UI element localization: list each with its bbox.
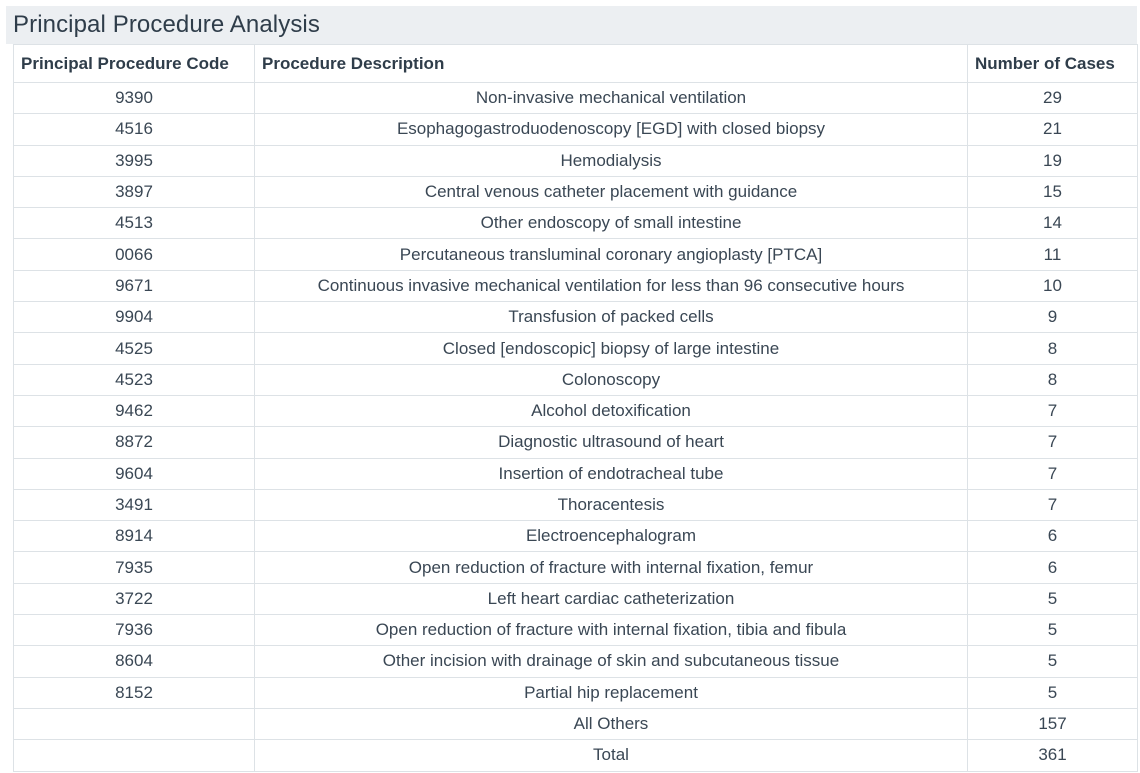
cell-cases: 5 (968, 615, 1138, 646)
cell-cases: 8 (968, 333, 1138, 364)
cell-description: Non-invasive mechanical ventilation (255, 83, 968, 114)
table-row (14, 521, 1138, 552)
cell-code: 4513 (14, 208, 255, 239)
table-row (14, 302, 1138, 333)
cell-cases: 21 (968, 114, 1138, 145)
cell-cases: 7 (968, 489, 1138, 520)
table-body (14, 83, 1138, 772)
cell-code (14, 708, 255, 739)
page-title: Principal Procedure Analysis (13, 11, 320, 38)
cell-description: Central venous catheter placement with guidance (255, 176, 968, 207)
cell-code: 3722 (14, 583, 255, 614)
column-header-description[interactable]: Procedure Description (255, 45, 968, 83)
table-row (14, 646, 1138, 677)
table-row (14, 583, 1138, 614)
table-row (14, 176, 1138, 207)
table-row (14, 270, 1138, 301)
cell-code: 8914 (14, 521, 255, 552)
table-row (14, 677, 1138, 708)
cell-cases: 6 (968, 552, 1138, 583)
cell-code (14, 740, 255, 771)
cell-code: 9390 (14, 83, 255, 114)
cell-code: 9904 (14, 302, 255, 333)
table-row (14, 708, 1138, 739)
cell-code: 8604 (14, 646, 255, 677)
cell-code: 4523 (14, 364, 255, 395)
cell-cases: 8 (968, 364, 1138, 395)
table-row (14, 395, 1138, 426)
cell-code: 9671 (14, 270, 255, 301)
cell-cases: 7 (968, 395, 1138, 426)
cell-cases: 6 (968, 521, 1138, 552)
cell-code: 3995 (14, 145, 255, 176)
table-row (14, 458, 1138, 489)
cell-cases: 14 (968, 208, 1138, 239)
cell-code: 7936 (14, 615, 255, 646)
cell-description: Colonoscopy (255, 364, 968, 395)
procedure-analysis-panel (6, 6, 1137, 773)
panel-header (6, 6, 1137, 44)
cell-code: 3897 (14, 176, 255, 207)
cell-code: 4516 (14, 114, 255, 145)
cell-description: Alcohol detoxification (255, 395, 968, 426)
table-row (14, 239, 1138, 270)
cell-description: Open reduction of fracture with internal fixation, femur (255, 552, 968, 583)
column-header-cases[interactable]: Number of Cases (968, 45, 1138, 83)
cell-cases: 11 (968, 239, 1138, 270)
cell-description: Open reduction of fracture with internal fixation, tibia and fibula (255, 615, 968, 646)
cell-cases: 7 (968, 427, 1138, 458)
cell-description: Other incision with drainage of skin and subcutaneous tissue (255, 646, 968, 677)
table-row (14, 427, 1138, 458)
cell-description: Other endoscopy of small intestine (255, 208, 968, 239)
table-row (14, 83, 1138, 114)
table-row (14, 740, 1138, 771)
table-row (14, 208, 1138, 239)
column-header-code[interactable]: Principal Procedure Code (14, 45, 255, 83)
table-header-row (14, 45, 1138, 83)
cell-description: Left heart cardiac catheterization (255, 583, 968, 614)
cell-description: Percutaneous transluminal coronary angioplasty [PTCA] (255, 239, 968, 270)
cell-cases: 9 (968, 302, 1138, 333)
cell-description: Diagnostic ultrasound of heart (255, 427, 968, 458)
cell-description: Electroencephalogram (255, 521, 968, 552)
cell-cases: 5 (968, 677, 1138, 708)
cell-description: All Others (255, 708, 968, 739)
cell-cases: 361 (968, 740, 1138, 771)
cell-cases: 29 (968, 83, 1138, 114)
cell-description: Transfusion of packed cells (255, 302, 968, 333)
cell-description: Thoracentesis (255, 489, 968, 520)
table-row (14, 364, 1138, 395)
cell-cases: 19 (968, 145, 1138, 176)
cell-code: 7935 (14, 552, 255, 583)
cell-code: 9462 (14, 395, 255, 426)
cell-cases: 5 (968, 583, 1138, 614)
cell-code: 0066 (14, 239, 255, 270)
table-row (14, 333, 1138, 364)
cell-code: 9604 (14, 458, 255, 489)
cell-description: Partial hip replacement (255, 677, 968, 708)
cell-cases: 10 (968, 270, 1138, 301)
cell-code: 4525 (14, 333, 255, 364)
cell-cases: 7 (968, 458, 1138, 489)
table-row (14, 489, 1138, 520)
cell-cases: 157 (968, 708, 1138, 739)
cell-code: 3491 (14, 489, 255, 520)
cell-description: Esophagogastroduodenoscopy [EGD] with closed biopsy (255, 114, 968, 145)
table-row (14, 145, 1138, 176)
table-container (13, 44, 1137, 772)
table-row (14, 552, 1138, 583)
cell-description: Total (255, 740, 968, 771)
cell-description: Continuous invasive mechanical ventilation for less than 96 consecutive hours (255, 270, 968, 301)
cell-code: 8152 (14, 677, 255, 708)
cell-description: Insertion of endotracheal tube (255, 458, 968, 489)
cell-cases: 5 (968, 646, 1138, 677)
cell-code: 8872 (14, 427, 255, 458)
cell-description: Hemodialysis (255, 145, 968, 176)
cell-description: Closed [endoscopic] biopsy of large intestine (255, 333, 968, 364)
cell-cases: 15 (968, 176, 1138, 207)
table-row (14, 114, 1138, 145)
table-row (14, 615, 1138, 646)
procedure-table (13, 44, 1138, 772)
